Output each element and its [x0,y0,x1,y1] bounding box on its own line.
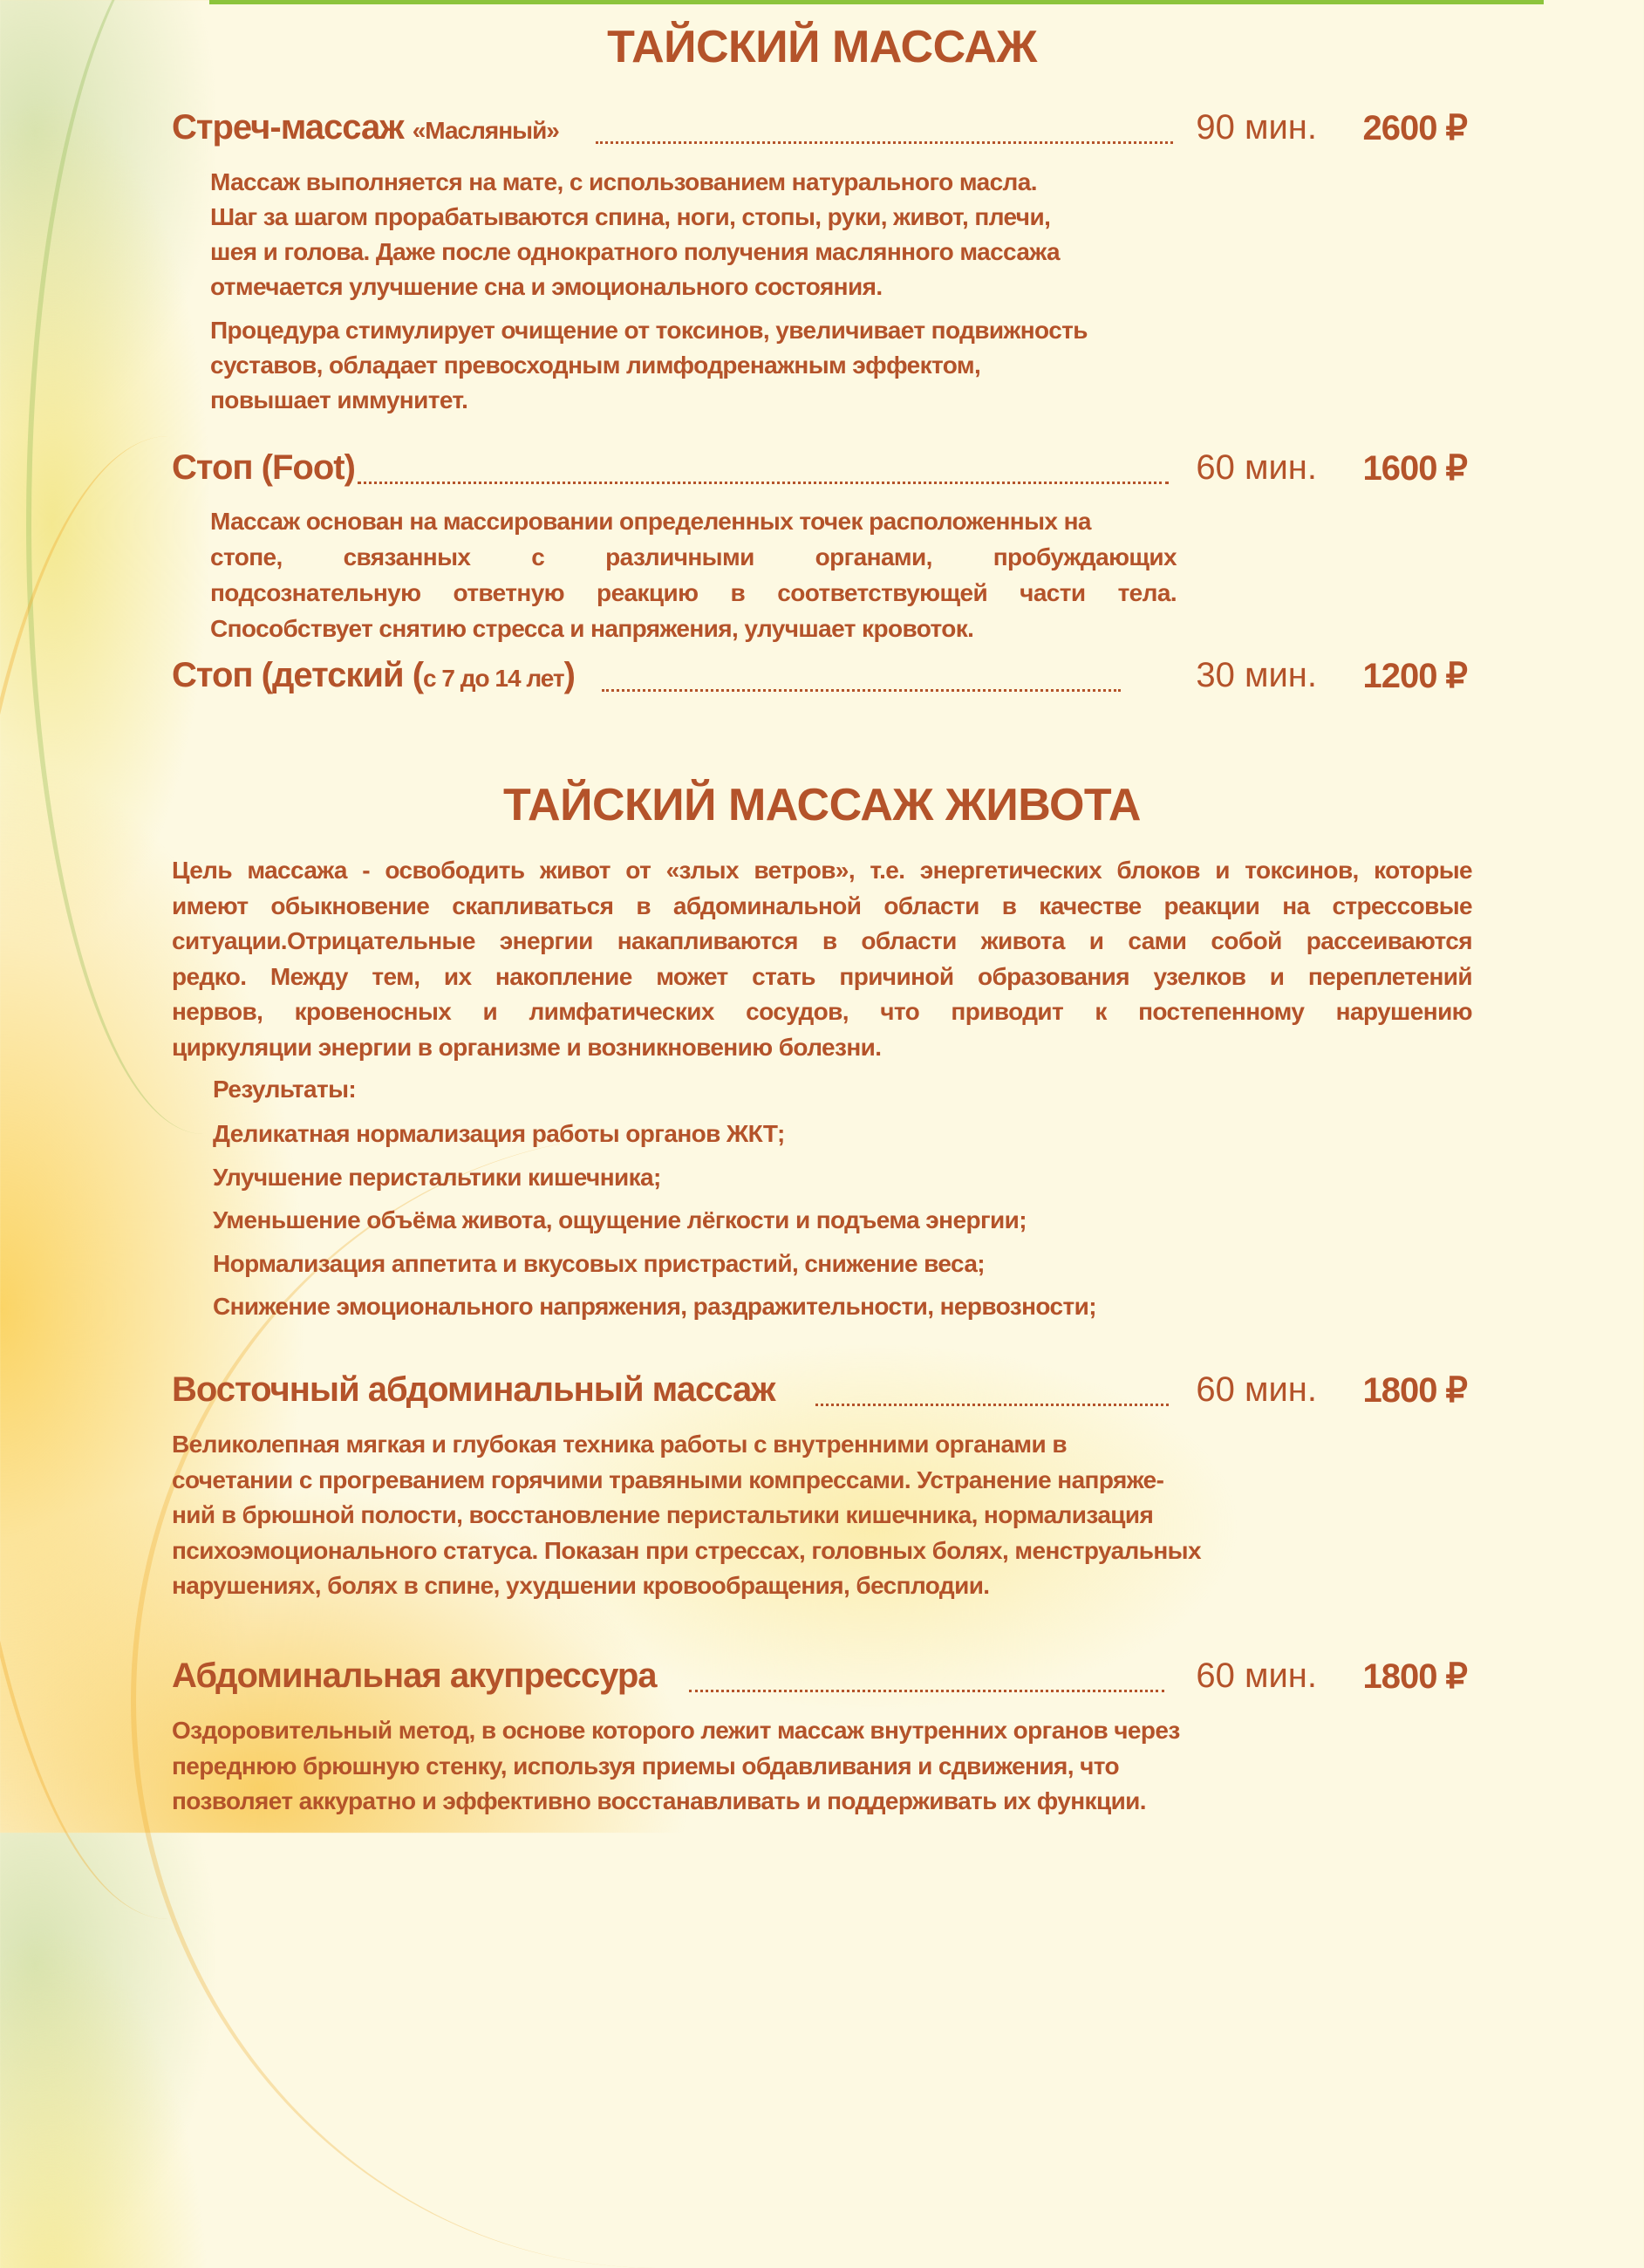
text-line: Цель массажа - освободить живот от «злых ветров», т.е. энергетических блоков и токсинов, которые [172,857,1472,884]
service-name-main: Стреч-массаж [172,108,404,147]
service-price: 1800 ₽ [1362,1657,1467,1696]
service-name [172,656,575,695]
text-line: Шаг за шагом прорабатываются спина, ноги, стопы, руки, живот, плечи, [210,203,1051,230]
text-line: отмечается улучшение сна и эмоционального состояния. [210,273,883,300]
service-name [172,108,559,147]
text-line: имеют обыкновение скапливаться в абдоминальной области в качестве реакции на стрессовые [172,891,1472,919]
leader-dots [689,1686,1164,1692]
text-line: Процедура стимулирует очищение от токсинов, увеличивает подвижность [210,317,1088,344]
text-line: Улучшение перистальтики кишечника; [213,1163,661,1191]
service-name-note: с 7 до 14 лет [423,665,564,692]
section-title: ТАЙСКИЙ МАССАЖ [607,22,1037,72]
text-line: редко. Между тем, их накопление может стать причиной образования узелков и переплетений [172,962,1472,990]
section-title: ТАЙСКИЙ МАССАЖ ЖИВОТА [503,780,1141,830]
leader-dots [815,1400,1169,1406]
leader-dots [358,478,1169,484]
text-line: стопе, связанных с различными органами, пробуждающих [210,543,1177,570]
service-name-end: ) [563,656,575,694]
text-line: Снижение эмоционального напряжения, раздражительности, нервозности; [213,1293,1096,1320]
text-line: ний в брюшной полости, восстановление перистальтики кишечника, нормализация [172,1501,1154,1528]
service-price: 1800 ₽ [1362,1371,1467,1410]
text-line: сочетании с прогреванием горячими травяными компрессами. Устранение напряже- [172,1465,1164,1493]
service-name: Абдоминальная акупрессура [172,1657,657,1695]
text-line: повышает иммунитет. [210,386,468,413]
service-price: 2600 ₽ [1362,109,1467,147]
leader-dots [596,138,1173,144]
text-line: нервов, кровеносных и лимфатических сосудов, что приводит к постепенному нарушению [172,998,1472,1025]
text-line: психоэмоционального статуса. Показан при стрессах, головных болях, менструальных [172,1536,1201,1564]
text-line: ситуации.Отрицательные энергии накапливаются в области живота и сами собой рассеиваются [172,927,1472,954]
service-duration: 90 мин. [1196,108,1317,147]
text-line: подсознательную ответную реакцию в соответствующей части тела. [210,579,1177,606]
text-line: Уменьшение объёма живота, ощущение лёгкости и подъема энергии; [213,1206,1027,1233]
service-duration: 60 мин. [1196,448,1317,487]
text-line: суставов, обладает превосходным лимфодренажным эффектом, [210,352,981,379]
service-name: Стоп (Foot) [172,448,355,487]
text-line: переднюю брюшную стенку, используя приемы обдавливания и сдвижения, что [172,1752,1120,1780]
leader-dots [602,686,1121,692]
text-line: циркуляции энергии в организме и возникновению болезни. [172,1033,882,1061]
service-name-note: «Масляный» [412,117,559,144]
service-name: Восточный абдоминальный массаж [172,1370,775,1409]
text-line: нарушениях, болях в спине, ухудшении кровообращения, бесплодии. [172,1572,990,1599]
service-price: 1200 ₽ [1362,657,1467,695]
results-label: Результаты: [213,1076,357,1103]
text-line: Массаж выполняется на мате, с использованием натурального масла. [210,168,1037,195]
service-name-main: Стоп (детский ( [172,656,424,694]
service-price: 1600 ₽ [1362,449,1467,488]
service-duration: 60 мин. [1196,1657,1317,1695]
text-line: Оздоровительный метод, в основе которого лежит массаж внутренних органов через [172,1717,1180,1744]
text-line: шея и голова. Даже после однократного получения маслянного массажа [210,238,1060,265]
top-accent-line [209,0,1544,4]
text-line: Великолепная мягкая и глубокая техника работы с внутренними органами в [172,1431,1067,1458]
text-line: позволяет аккуратно и эффективно восстанавливать и поддерживать их функции. [172,1787,1146,1814]
text-line: Способствует снятию стресса и напряжения, улучшает кровоток. [210,615,974,642]
service-duration: 30 мин. [1196,656,1317,694]
text-line: Нормализация аппетита и вкусовых пристрастий, снижение веса; [213,1249,986,1277]
service-duration: 60 мин. [1196,1370,1317,1409]
text-line: Деликатная нормализация работы органов ЖКТ; [213,1120,785,1147]
text-line: Массаж основан на массировании определенных точек расположенных на [210,508,1091,535]
